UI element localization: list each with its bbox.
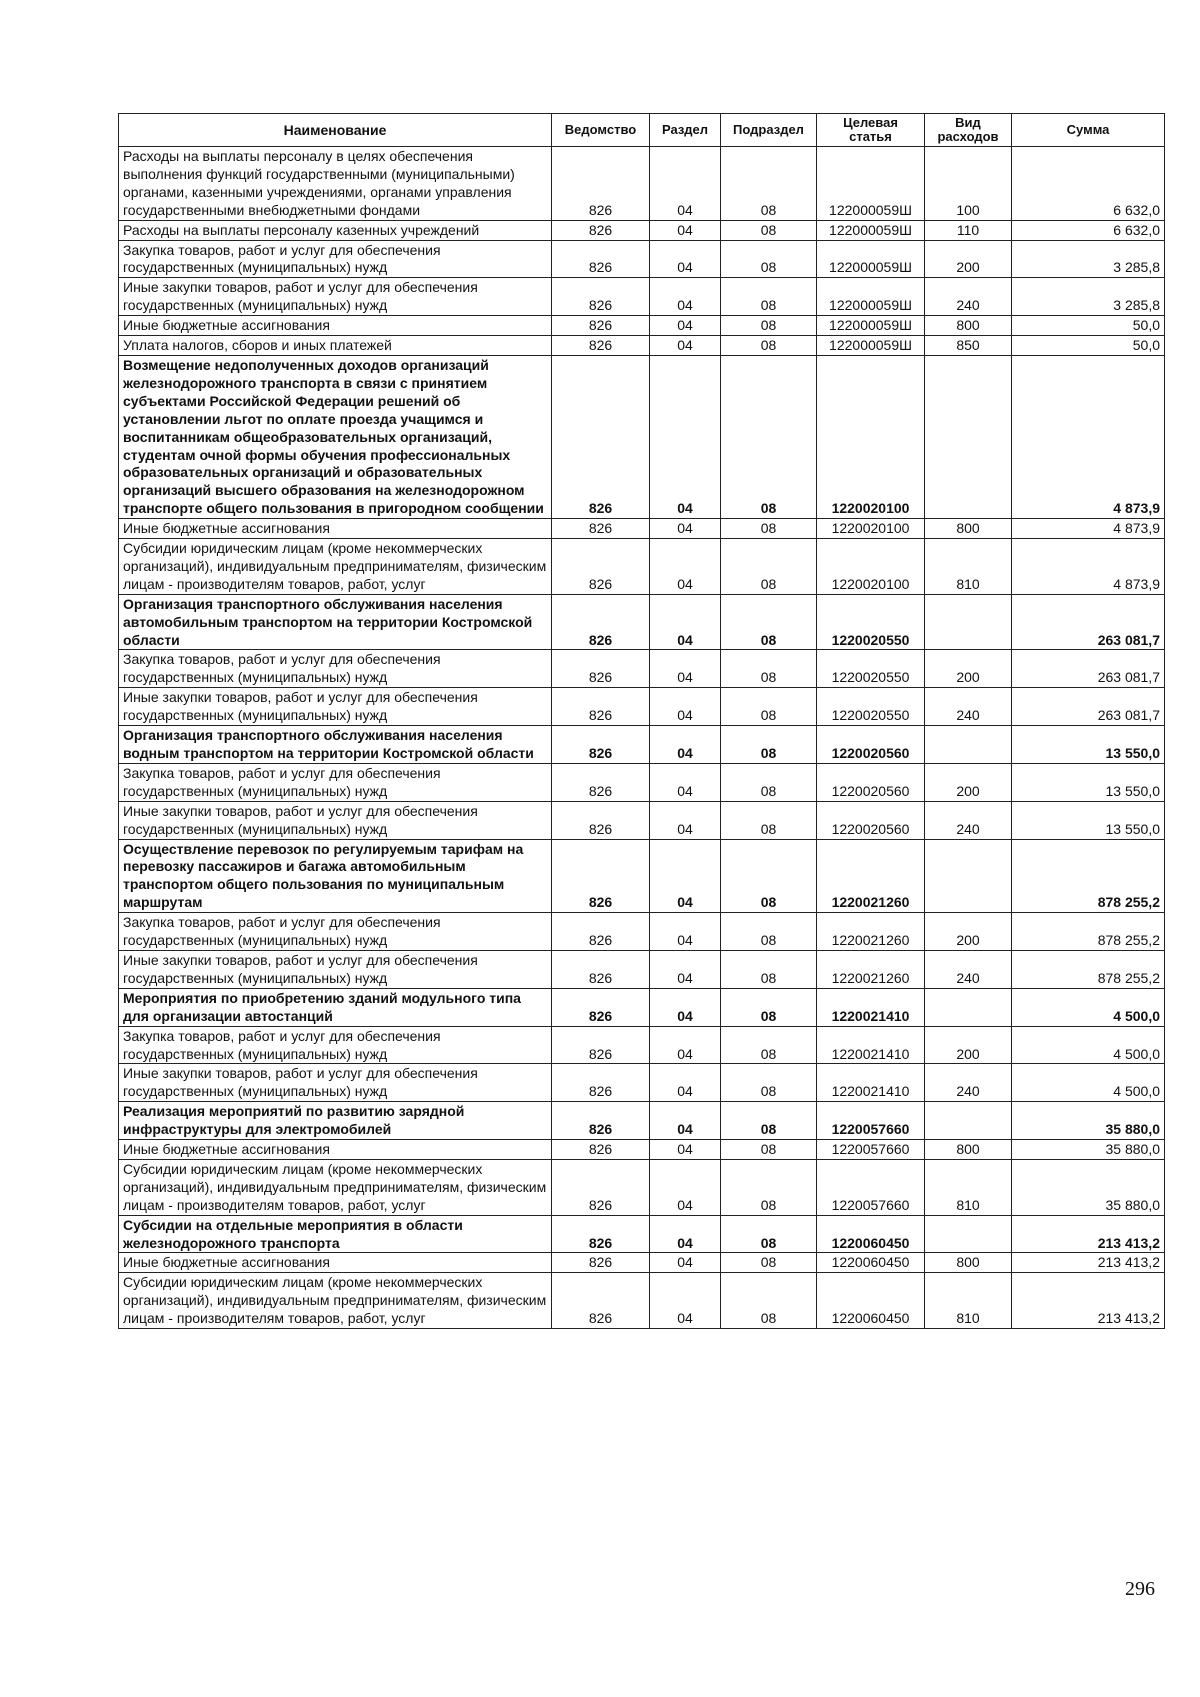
cell-section: 04 [650,539,721,595]
cell-name: Закупка товаров, работ и услуг для обеспечения государственных (муниципальных) нужд [119,1026,552,1064]
cell-dept: 826 [552,988,650,1026]
cell-section: 04 [650,220,721,240]
cell-sum: 4 500,0 [1012,988,1165,1026]
cell-sum: 4 873,9 [1012,539,1165,595]
cell-dept: 826 [552,688,650,726]
cell-section: 04 [650,519,721,539]
cell-sum: 878 255,2 [1012,839,1165,913]
cell-name: Иные закупки товаров, работ и услуг для обеспечения государственных (муниципальных) нужд [119,1064,552,1102]
cell-subsection: 08 [721,316,817,336]
cell-section: 04 [650,147,721,221]
cell-dept: 826 [552,1026,650,1064]
cell-name: Иные закупки товаров, работ и услуг для обеспечения государственных (муниципальных) нужд [119,688,552,726]
cell-name: Организация транспортного обслуживания населения водным транспортом на территории Костромской области [119,726,552,764]
cell-dept: 826 [552,539,650,595]
table-row [119,1159,1165,1215]
cell-sum: 263 081,7 [1012,594,1165,650]
cell-subsection: 08 [721,763,817,801]
cell-target: 122000059Ш [817,336,925,356]
cell-section: 04 [650,594,721,650]
cell-exptype [925,594,1012,650]
cell-exptype: 240 [925,950,1012,988]
cell-dept: 826 [552,763,650,801]
cell-exptype: 200 [925,240,1012,278]
cell-name: Осуществление перевозок по регулируемым тарифам на перевозку пассажиров и багажа автомобильным транспортом общего пользования по муниципальным маршрутам [119,839,552,913]
cell-dept: 826 [552,1273,650,1329]
cell-target: 1220020560 [817,801,925,839]
page-number: 296 [1125,1578,1155,1600]
cell-name: Иные закупки товаров, работ и услуг для обеспечения государственных (муниципальных) нужд [119,950,552,988]
cell-sum: 35 880,0 [1012,1140,1165,1160]
cell-target: 1220020100 [817,519,925,539]
table-row [119,726,1165,764]
table-row [119,278,1165,316]
cell-section: 04 [650,650,721,688]
cell-section: 04 [650,240,721,278]
cell-target: 1220021260 [817,950,925,988]
header-name: Наименование [119,114,552,147]
cell-section: 04 [650,355,721,518]
cell-dept: 826 [552,519,650,539]
cell-exptype: 800 [925,1140,1012,1160]
cell-section: 04 [650,839,721,913]
cell-subsection: 08 [721,336,817,356]
cell-name: Субсидии на отдельные мероприятия в области железнодорожного транспорта [119,1215,552,1253]
cell-subsection: 08 [721,650,817,688]
table-row [119,240,1165,278]
cell-exptype [925,1102,1012,1140]
cell-dept: 826 [552,336,650,356]
cell-sum: 13 550,0 [1012,763,1165,801]
table-row [119,519,1165,539]
cell-target: 1220020550 [817,688,925,726]
cell-sum: 35 880,0 [1012,1102,1165,1140]
cell-subsection: 08 [721,1026,817,1064]
cell-name: Закупка товаров, работ и услуг для обеспечения государственных (муниципальных) нужд [119,913,552,951]
cell-sum: 4 873,9 [1012,355,1165,518]
cell-section: 04 [650,1064,721,1102]
cell-dept: 826 [552,1140,650,1160]
cell-target: 1220021260 [817,839,925,913]
table-row [119,1273,1165,1329]
cell-exptype: 810 [925,1159,1012,1215]
table-row [119,316,1165,336]
cell-sum: 13 550,0 [1012,801,1165,839]
cell-dept: 826 [552,801,650,839]
cell-section: 04 [650,688,721,726]
budget-table [118,113,1165,1329]
cell-subsection: 08 [721,1102,817,1140]
cell-dept: 826 [552,147,650,221]
cell-name: Расходы на выплаты персоналу казенных учреждений [119,220,552,240]
cell-sum: 4 500,0 [1012,1064,1165,1102]
cell-sum: 4 500,0 [1012,1026,1165,1064]
cell-exptype [925,726,1012,764]
table-row [119,650,1165,688]
header-sum: Сумма [1012,114,1165,147]
cell-section: 04 [650,1159,721,1215]
cell-name: Субсидии юридическим лицам (кроме некоммерческих организаций), индивидуальным предпринимателям, физическим лицам - производителям товаров, работ, услуг [119,539,552,595]
cell-section: 04 [650,726,721,764]
cell-dept: 826 [552,950,650,988]
cell-subsection: 08 [721,220,817,240]
table-row [119,147,1165,221]
cell-target: 1220060450 [817,1215,925,1253]
cell-section: 04 [650,1273,721,1329]
cell-dept: 826 [552,726,650,764]
cell-subsection: 08 [721,355,817,518]
cell-dept: 826 [552,650,650,688]
cell-section: 04 [650,1026,721,1064]
cell-exptype: 240 [925,278,1012,316]
cell-section: 04 [650,336,721,356]
cell-exptype: 800 [925,316,1012,336]
cell-target: 122000059Ш [817,147,925,221]
cell-target: 1220020100 [817,355,925,518]
header-section: Раздел [650,114,721,147]
cell-sum: 35 880,0 [1012,1159,1165,1215]
cell-sum: 263 081,7 [1012,650,1165,688]
table-row [119,801,1165,839]
cell-sum: 213 413,2 [1012,1215,1165,1253]
header-exptype: Вид расходов [925,114,1012,147]
cell-dept: 826 [552,316,650,336]
table-row [119,220,1165,240]
cell-target: 1220021410 [817,988,925,1026]
cell-section: 04 [650,1253,721,1273]
cell-dept: 826 [552,278,650,316]
cell-target: 122000059Ш [817,316,925,336]
table-row [119,336,1165,356]
cell-target: 1220020100 [817,539,925,595]
cell-exptype: 110 [925,220,1012,240]
header-subsection: Подраздел [721,114,817,147]
cell-exptype: 100 [925,147,1012,221]
cell-dept: 826 [552,1215,650,1253]
cell-subsection: 08 [721,1253,817,1273]
cell-name: Закупка товаров, работ и услуг для обеспечения государственных (муниципальных) нужд [119,763,552,801]
cell-dept: 826 [552,1102,650,1140]
cell-target: 1220020560 [817,726,925,764]
cell-subsection: 08 [721,539,817,595]
table-row [119,1102,1165,1140]
cell-target: 1220057660 [817,1102,925,1140]
cell-sum: 213 413,2 [1012,1253,1165,1273]
cell-target: 1220057660 [817,1159,925,1215]
table-row [119,839,1165,913]
cell-sum: 263 081,7 [1012,688,1165,726]
table-row [119,1140,1165,1160]
cell-sum: 3 285,8 [1012,278,1165,316]
cell-section: 04 [650,801,721,839]
cell-sum: 4 873,9 [1012,519,1165,539]
cell-name: Реализация мероприятий по развитию зарядной инфраструктуры для электромобилей [119,1102,552,1140]
cell-target: 122000059Ш [817,278,925,316]
cell-name: Иные бюджетные ассигнования [119,1253,552,1273]
cell-subsection: 08 [721,1215,817,1253]
cell-dept: 826 [552,594,650,650]
cell-sum: 878 255,2 [1012,950,1165,988]
cell-dept: 826 [552,1159,650,1215]
cell-target: 1220021410 [817,1026,925,1064]
cell-section: 04 [650,913,721,951]
cell-target: 122000059Ш [817,240,925,278]
cell-exptype: 810 [925,1273,1012,1329]
cell-name: Возмещение недополученных доходов организаций железнодорожного транспорта в связи с принятием субъектами Российской Федерации решений об установлении льгот по оплате проезда учащимся и воспитанникам общеобразовательных организаций, студентам очной формы обучения профессиональных образовательных организаций и образовательных организаций высшего образования на железнодорожном транспорте общего пользования в пригородном сообщении [119,355,552,518]
cell-section: 04 [650,316,721,336]
cell-subsection: 08 [721,1140,817,1160]
cell-target: 1220021260 [817,913,925,951]
cell-subsection: 08 [721,1159,817,1215]
header-target: Целевая статья [817,114,925,147]
cell-exptype [925,988,1012,1026]
cell-subsection: 08 [721,726,817,764]
table-row [119,1026,1165,1064]
cell-name: Иные бюджетные ассигнования [119,519,552,539]
cell-exptype: 200 [925,650,1012,688]
cell-dept: 826 [552,355,650,518]
cell-name: Иные бюджетные ассигнования [119,1140,552,1160]
table-row [119,688,1165,726]
cell-section: 04 [650,1215,721,1253]
cell-subsection: 08 [721,801,817,839]
cell-subsection: 08 [721,913,817,951]
cell-section: 04 [650,1140,721,1160]
cell-section: 04 [650,950,721,988]
cell-name: Субсидии юридическим лицам (кроме некоммерческих организаций), индивидуальным предпринимателям, физическим лицам - производителям товаров, работ, услуг [119,1159,552,1215]
cell-subsection: 08 [721,988,817,1026]
cell-name: Субсидии юридическим лицам (кроме некоммерческих организаций), индивидуальным предпринимателям, физическим лицам - производителям товаров, работ, услуг [119,1273,552,1329]
cell-section: 04 [650,1102,721,1140]
cell-sum: 50,0 [1012,316,1165,336]
table-header-row [119,114,1165,147]
header-dept: Ведомство [552,114,650,147]
cell-subsection: 08 [721,950,817,988]
cell-subsection: 08 [721,1273,817,1329]
cell-subsection: 08 [721,278,817,316]
table-body [119,147,1165,1329]
cell-section: 04 [650,278,721,316]
cell-section: 04 [650,988,721,1026]
cell-name: Иные закупки товаров, работ и услуг для обеспечения государственных (муниципальных) нужд [119,801,552,839]
cell-name: Иные бюджетные ассигнования [119,316,552,336]
cell-exptype: 200 [925,1026,1012,1064]
cell-name: Мероприятия по приобретению зданий модульного типа для организации автостанций [119,988,552,1026]
table-row [119,1064,1165,1102]
cell-target: 1220060450 [817,1253,925,1273]
table-row [119,1253,1165,1273]
cell-subsection: 08 [721,594,817,650]
cell-exptype [925,355,1012,518]
cell-dept: 826 [552,1064,650,1102]
cell-name: Иные закупки товаров, работ и услуг для обеспечения государственных (муниципальных) нужд [119,278,552,316]
cell-exptype [925,1215,1012,1253]
cell-dept: 826 [552,240,650,278]
cell-target: 122000059Ш [817,220,925,240]
cell-exptype: 810 [925,539,1012,595]
table-row [119,988,1165,1026]
cell-subsection: 08 [721,147,817,221]
table-row [119,950,1165,988]
cell-dept: 826 [552,1253,650,1273]
table-row [119,539,1165,595]
cell-sum: 878 255,2 [1012,913,1165,951]
table-row [119,594,1165,650]
cell-exptype: 240 [925,1064,1012,1102]
cell-sum: 213 413,2 [1012,1273,1165,1329]
budget-table-container [118,113,1164,1329]
cell-section: 04 [650,763,721,801]
cell-name: Организация транспортного обслуживания населения автомобильным транспортом на территории Костромской области [119,594,552,650]
cell-sum: 6 632,0 [1012,147,1165,221]
cell-subsection: 08 [721,240,817,278]
cell-sum: 6 632,0 [1012,220,1165,240]
cell-dept: 826 [552,839,650,913]
cell-exptype: 240 [925,688,1012,726]
cell-exptype: 240 [925,801,1012,839]
cell-exptype: 200 [925,763,1012,801]
cell-target: 1220020550 [817,650,925,688]
cell-exptype [925,839,1012,913]
cell-name: Закупка товаров, работ и услуг для обеспечения государственных (муниципальных) нужд [119,650,552,688]
cell-sum: 50,0 [1012,336,1165,356]
cell-subsection: 08 [721,1064,817,1102]
cell-name: Уплата налогов, сборов и иных платежей [119,336,552,356]
table-row [119,913,1165,951]
cell-subsection: 08 [721,519,817,539]
cell-dept: 826 [552,913,650,951]
cell-exptype: 800 [925,519,1012,539]
cell-target: 1220057660 [817,1140,925,1160]
cell-subsection: 08 [721,688,817,726]
cell-subsection: 08 [721,839,817,913]
cell-target: 1220021410 [817,1064,925,1102]
cell-dept: 826 [552,220,650,240]
cell-name: Закупка товаров, работ и услуг для обеспечения государственных (муниципальных) нужд [119,240,552,278]
cell-target: 1220020560 [817,763,925,801]
cell-exptype: 200 [925,913,1012,951]
cell-target: 1220020550 [817,594,925,650]
table-row [119,763,1165,801]
cell-exptype: 850 [925,336,1012,356]
table-row [119,1215,1165,1253]
cell-name: Расходы на выплаты персоналу в целях обеспечения выполнения функций государственными (муниципальными) органами, казенными учреждениями, органами управления государственными внебюджетными фондами [119,147,552,221]
cell-sum: 3 285,8 [1012,240,1165,278]
cell-sum: 13 550,0 [1012,726,1165,764]
cell-exptype: 800 [925,1253,1012,1273]
table-row [119,355,1165,518]
cell-target: 1220060450 [817,1273,925,1329]
